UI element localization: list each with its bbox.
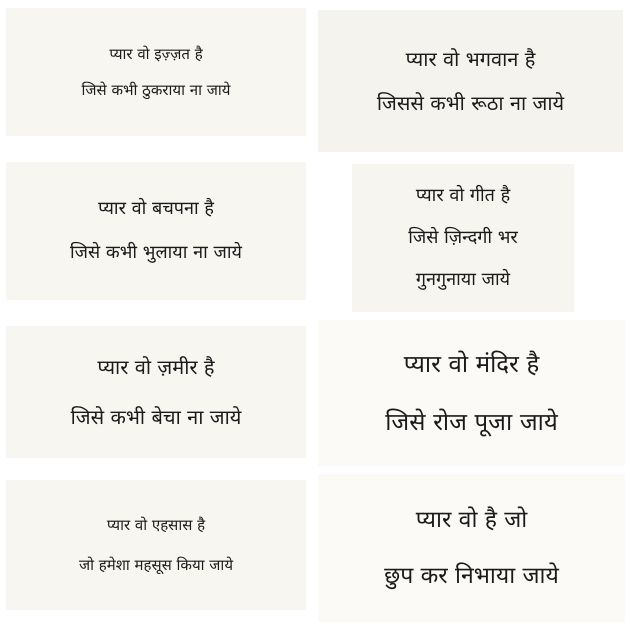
quote-line: जिसे कभी ठुकराया ना जाये: [81, 81, 231, 99]
quote-line: जिसे कभी बेचा ना जाये: [70, 405, 242, 429]
quote-card-bachpana: [6, 162, 306, 300]
quote-card-izzat: [6, 8, 306, 136]
quote-line: गुनगुनाया जाये: [415, 269, 511, 290]
quote-line: जो हमेशा महसूस किया जाये: [78, 556, 234, 574]
quote-line: प्यार वो है जो: [415, 507, 528, 533]
quote-card-geet: [352, 164, 574, 312]
quote-line: छुप कर निभाया जाये: [384, 563, 559, 589]
quote-line: जिसे ज़िन्दगी भर: [408, 227, 518, 248]
quote-card-nibhaya: [318, 474, 625, 622]
quote-card-bhagwan: [318, 10, 623, 152]
quote-line: प्यार वो भगवान है: [405, 47, 536, 71]
quote-line: प्यार वो मंदिर है: [403, 350, 540, 378]
quote-line: प्यार वो गीत है: [415, 185, 511, 206]
quote-line: जिससे कभी रूठा ना जाये: [376, 91, 565, 115]
quote-card-mandir: [318, 320, 625, 466]
quote-card-ehsaas: [6, 480, 306, 610]
quote-line: जिसे कभी भुलाया ना जाये: [70, 242, 242, 263]
quote-line: प्यार वो एहसास है: [106, 516, 206, 534]
quote-line: जिसे रोज पूजा जाये: [385, 408, 558, 436]
quote-line: प्यार वो बचपना है: [98, 198, 214, 219]
quote-line: प्यार वो ज़मीर है: [97, 355, 215, 379]
quote-line: प्यार वो इज़्ज़त है: [109, 45, 203, 63]
quote-card-zameer: [6, 326, 306, 458]
